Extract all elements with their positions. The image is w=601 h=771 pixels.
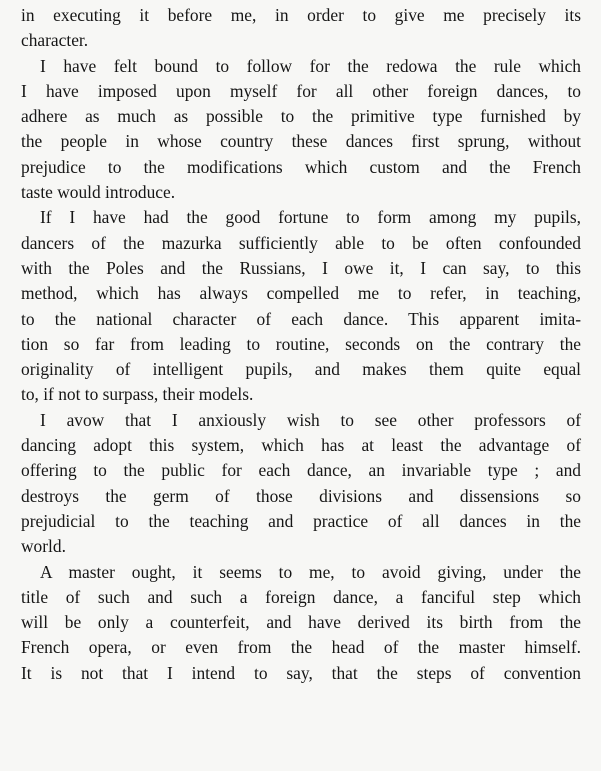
paragraph-5: [21, 560, 581, 686]
text-line: A master ought, it seems to me, to avoid giving, under the: [40, 561, 581, 582]
text-line: prejudice to the modifications which custom and the French: [21, 156, 581, 177]
text-line: title of such and such a foreign dance, a fanciful step which: [21, 586, 581, 607]
text-line: will be only a counterfeit, and have derived its birth from the: [21, 612, 581, 633]
text-line: character.: [21, 30, 89, 51]
text-line: I avow that I anxiously wish to see other professors of: [40, 409, 581, 430]
text-line: dancers of the mazurka sufficiently able to be often confounded: [21, 232, 581, 253]
text-line: originality of intelligent pupils, and makes them quite equal: [21, 359, 581, 380]
text-line: to the national character of each dance. This apparent imita-: [21, 308, 581, 329]
text-line: method, which has always compelled me to refer, in teaching,: [21, 283, 581, 304]
text-line: to, if not to surpass, their models.: [21, 384, 254, 405]
text-line: in executing it before me, in order to give me precisely its: [21, 5, 581, 25]
paragraph-2: [21, 54, 581, 206]
text-line: taste would introduce.: [21, 182, 176, 203]
text-line: with the Poles and the Russians, I owe it, I can say, to this: [21, 257, 581, 278]
text-line: I have imposed upon myself for all other foreign dances, to: [21, 80, 581, 101]
text-line: offering to the public for each dance, an invariable type ; and: [21, 460, 581, 481]
paragraph-1: [21, 3, 581, 54]
text-line: the people in whose country these dances first sprung, without: [21, 131, 581, 152]
text-line: adhere as much as possible to the primitive type furnished by: [21, 106, 581, 127]
text-line: prejudicial to the teaching and practice of all dances in the: [21, 510, 581, 531]
text-line: If I have had the good fortune to form among my pupils,: [40, 207, 581, 228]
paragraph-3: [21, 205, 581, 407]
text-line: I have felt bound to follow for the redowa the rule which: [40, 55, 581, 76]
text-line: destroys the germ of those divisions and dissensions so: [21, 485, 581, 506]
text-line: It is not that I intend to say, that the steps of convention: [21, 662, 581, 683]
text-line: dancing adopt this system, which has at least the advantage of: [21, 435, 581, 456]
paragraph-4: [21, 408, 581, 560]
text-line: tion so far from leading to routine, seconds on the contrary the: [21, 333, 581, 354]
text-line: world.: [21, 536, 66, 557]
text-line: French opera, or even from the head of the master himself.: [21, 637, 581, 658]
